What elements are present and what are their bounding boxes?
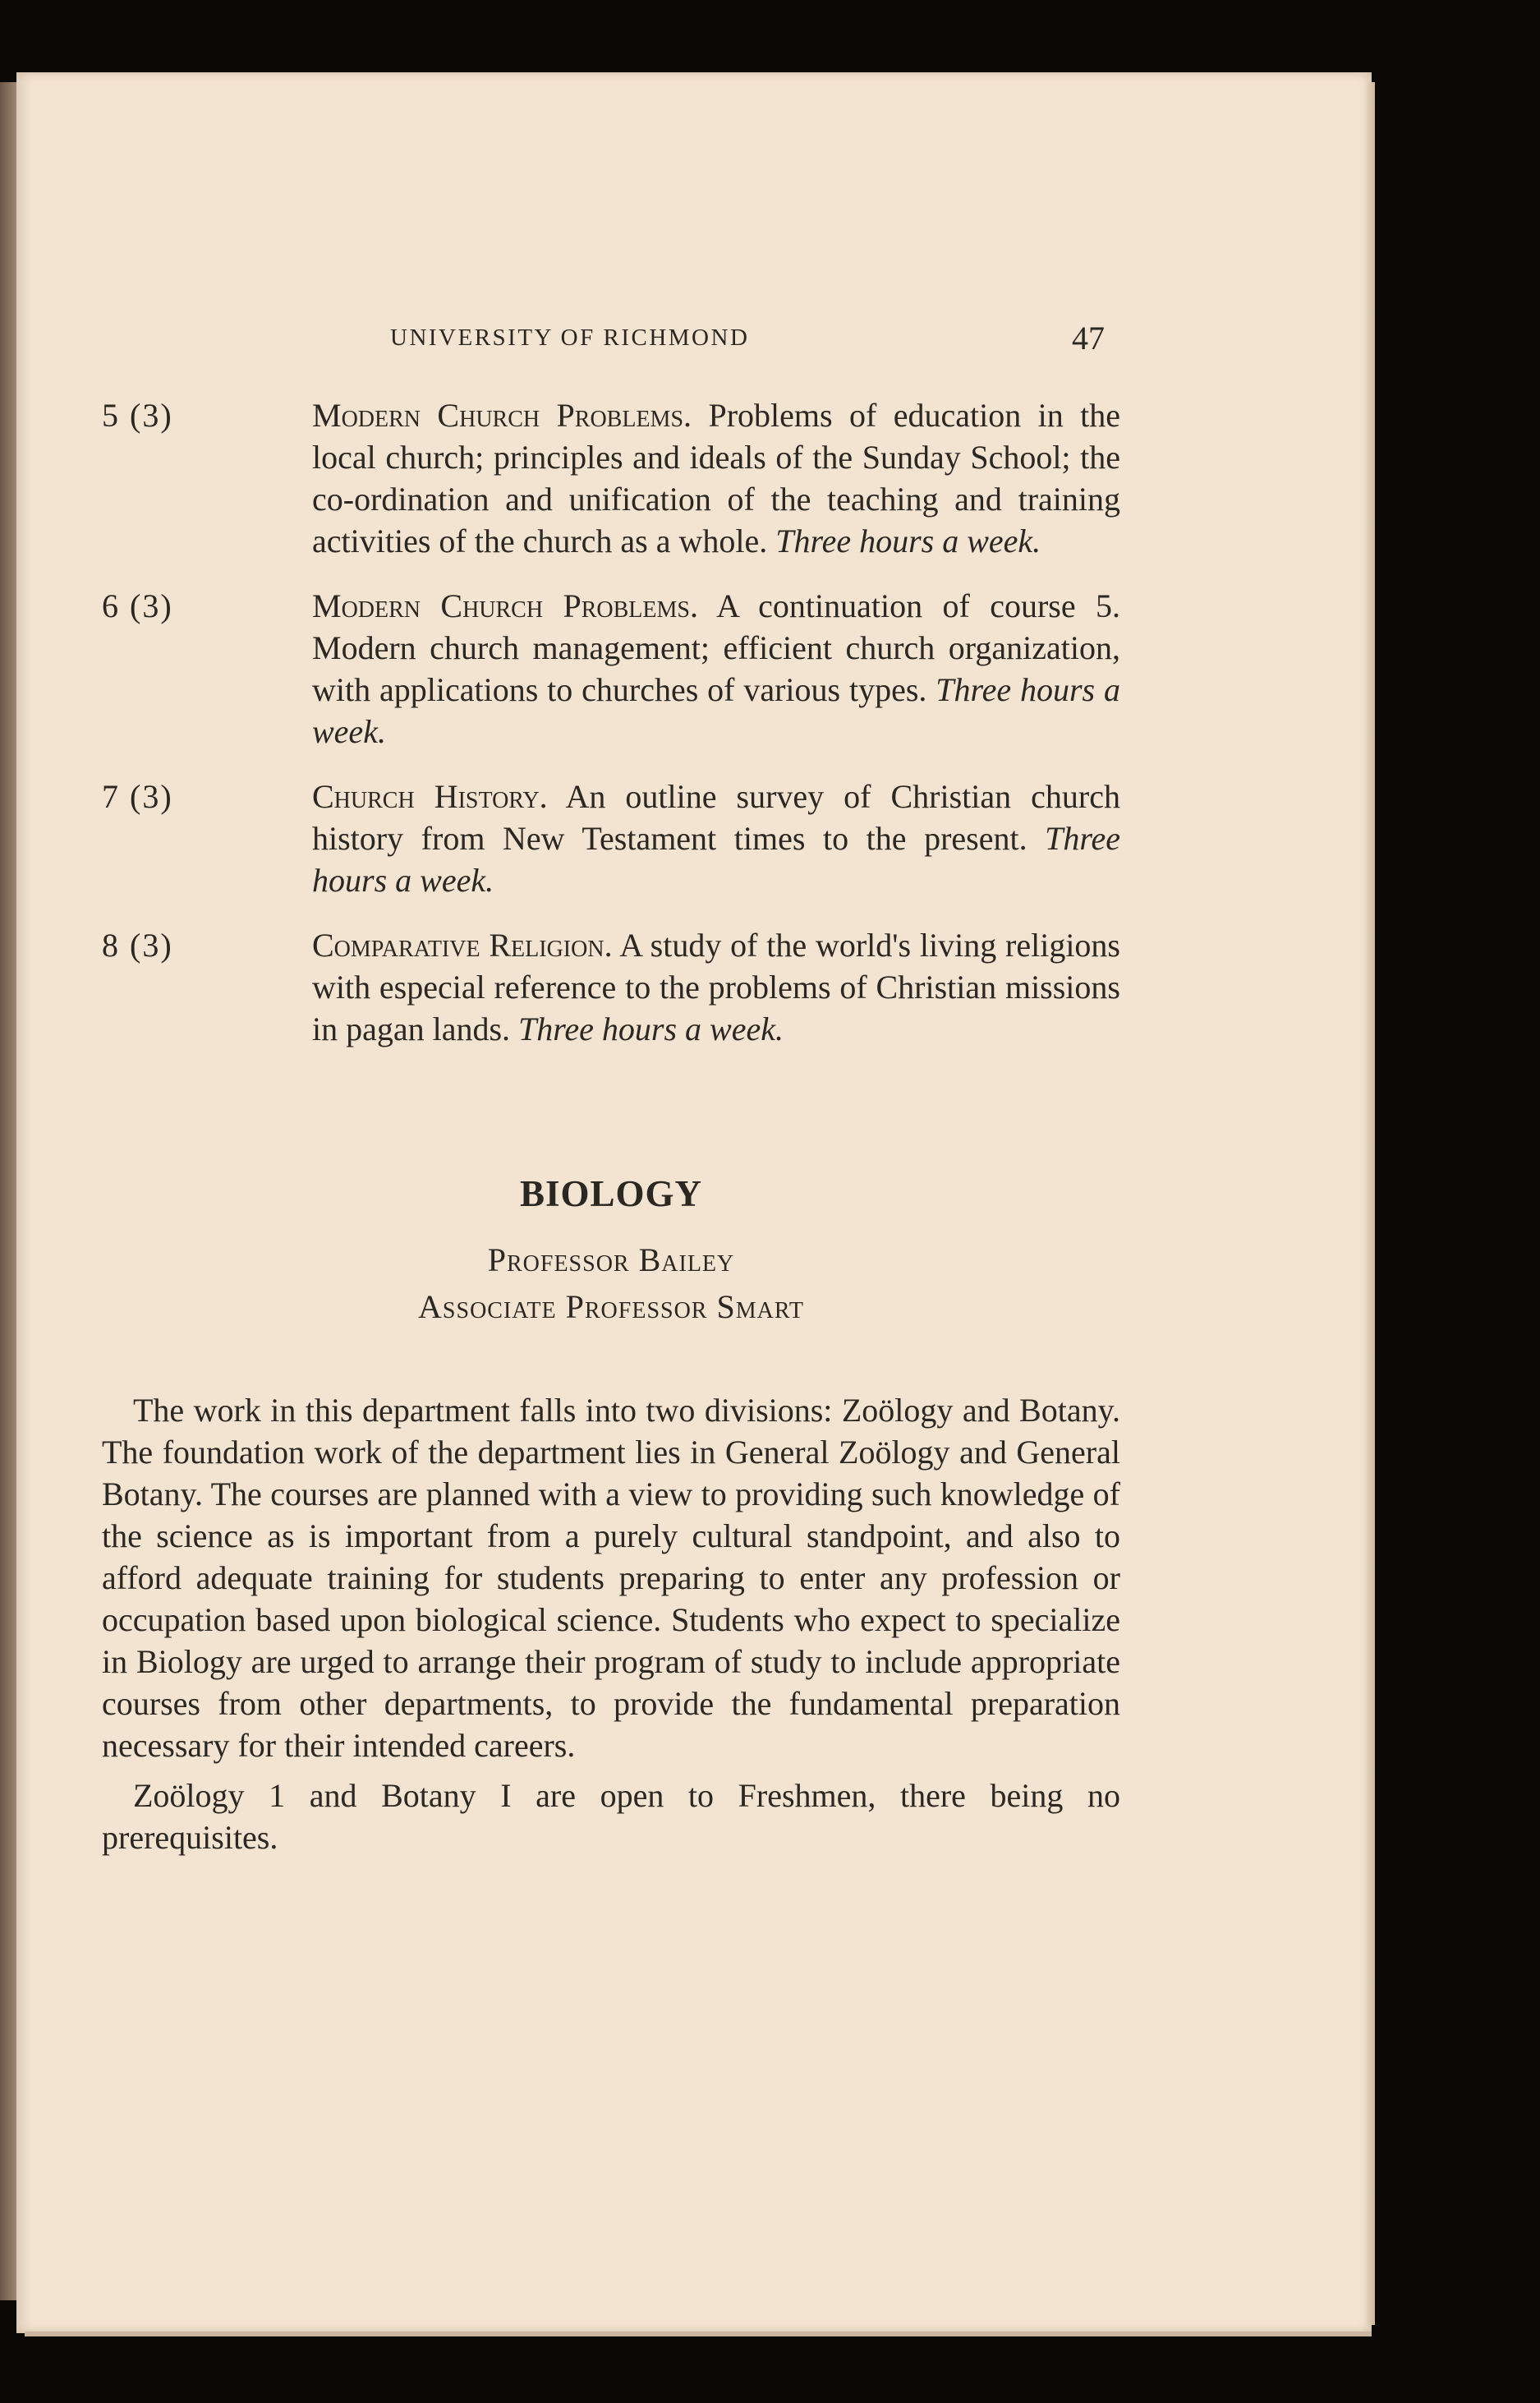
course-entry bbox=[102, 924, 1120, 1050]
course-number: 5 (3) bbox=[102, 397, 173, 434]
course-description: Problems of education in the local church; principles and ideals of the Sunday School; the co-ordination and unification of the teaching and training activities of the church as a whole. bbox=[312, 397, 1121, 559]
course-title: Modern Church Problems. bbox=[312, 397, 692, 434]
course-number: 6 (3) bbox=[102, 587, 173, 624]
section-paragraph: Zoölogy 1 and Botany I are open to Freshmen, there being no prerequisites. bbox=[102, 1777, 1120, 1856]
book-spine-edge bbox=[0, 82, 18, 2300]
page-content bbox=[102, 394, 1120, 1867]
course-entry bbox=[102, 776, 1120, 901]
faculty-name: Associate Professor Smart bbox=[418, 1288, 804, 1325]
course-title: Comparative Religion. bbox=[312, 927, 613, 964]
course-title: Modern Church Problems. bbox=[312, 587, 698, 624]
course-hours: Three hours a week. bbox=[312, 820, 1121, 899]
course-hours: Three hours a week. bbox=[775, 522, 1041, 559]
course-hours: Three hours a week. bbox=[518, 1010, 784, 1047]
page-number: 47 bbox=[1072, 320, 1105, 357]
course-description: A study of the world's living religions with especial reference to the problems of Christian missions in pagan lands. bbox=[312, 927, 1120, 1047]
course-description: A continuation of course 5. Modern church management; efficient church organization, with applications to churches of various types. bbox=[312, 587, 1120, 708]
course-number: 7 (3) bbox=[102, 778, 173, 815]
page-edge bbox=[1367, 82, 1375, 2325]
section-paragraph: The work in this department falls into two divisions: Zoölogy and Botany. The foundation work of the department lies in General Zoölogy and General Botany. The courses are planned with a view to providing such knowledge of the science as is important from a purely cultural standpoint, and also to afford adequate training for students preparing to enter any profession or occupation based upon biological science. Students who expect to specialize in Biology are urged to arrange their program of study to include appropriate courses from other departments, to provide the fundamental preparation necessary for their intended careers. bbox=[102, 1392, 1120, 1764]
course-title: Church History. bbox=[312, 778, 548, 815]
course-entry bbox=[102, 394, 1120, 562]
course-hours: Three hours a week. bbox=[312, 671, 1120, 750]
course-description: An outline survey of Christian church history from New Testament times to the present. bbox=[312, 778, 1120, 857]
course-entry bbox=[102, 585, 1120, 753]
page-bottom-edge bbox=[25, 2332, 1372, 2336]
course-number: 8 (3) bbox=[102, 927, 173, 964]
running-head: UNIVERSITY OF RICHMOND bbox=[390, 325, 750, 351]
faculty-name: Professor Bailey bbox=[487, 1241, 735, 1278]
section-title: BIOLOGY bbox=[519, 1173, 703, 1214]
